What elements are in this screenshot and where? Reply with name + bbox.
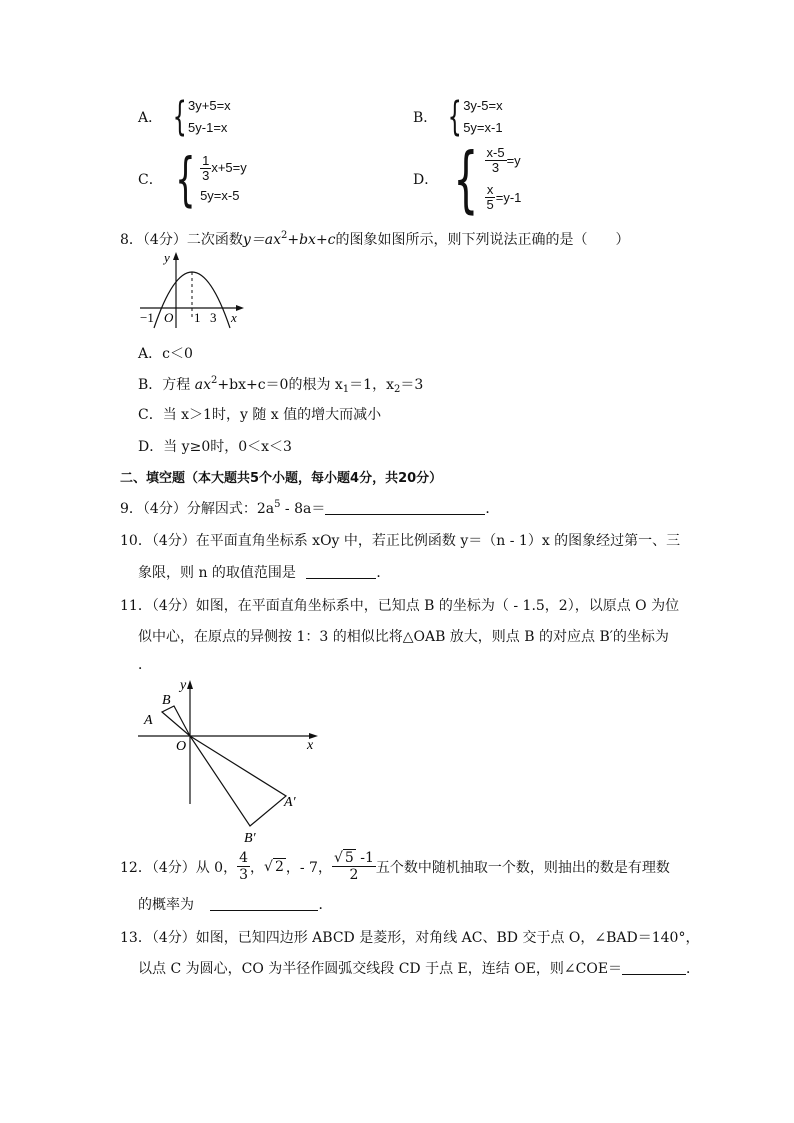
x-axis-label: x — [231, 310, 237, 325]
equation: +bx+c＝0的根为 x — [217, 377, 343, 393]
q8-option-c: C．当 x＞1时，y 随 x 值的增大而减小 — [138, 407, 382, 423]
equation: ax — [194, 377, 211, 393]
question-text: - 8a＝ — [280, 501, 326, 517]
answer-blank[interactable] — [210, 896, 318, 911]
section-title: 二、填空题（本大题共5个小题，每小题4分，共20分） — [120, 471, 443, 486]
point-b-label: B — [162, 693, 171, 708]
radicand: 5 — [344, 850, 354, 866]
radicand: 2 — [274, 858, 284, 875]
x-axis-arrow-icon — [236, 305, 244, 311]
answer-blank[interactable] — [306, 564, 376, 579]
brace-icon: { — [172, 94, 187, 140]
y-axis-arrow-icon — [173, 252, 179, 260]
origin-label: O — [176, 739, 187, 754]
q12-line1 — [120, 850, 670, 883]
option-text: B．方程 — [138, 377, 195, 393]
answer-blank[interactable] — [622, 960, 686, 975]
q7-option-a — [138, 95, 231, 139]
q8-option-b — [138, 374, 423, 395]
question-text: 12．（4分）从 0， — [120, 859, 238, 876]
equation — [485, 183, 522, 212]
fraction-denominator: 3 — [491, 160, 500, 175]
equation: 3y+5=x — [188, 98, 231, 113]
q11-similarity-graph — [138, 672, 323, 852]
triangle-oab — [162, 706, 190, 736]
tick-label: 1 — [194, 310, 201, 325]
fraction-denominator: 3 — [239, 867, 249, 883]
answer-blank[interactable] — [325, 500, 485, 515]
equation: 5y=x-1 — [463, 120, 503, 135]
function-expr: y＝ax — [242, 232, 281, 248]
point-a-prime-label: A′ — [284, 795, 296, 810]
tick-label: −1 — [140, 310, 154, 325]
sqrt-expr: √ 2 — [264, 858, 284, 875]
exponent: 2 — [280, 230, 288, 241]
y-axis-arrow-icon — [187, 680, 193, 689]
q13-line1: 13．（4分）如图，已知四边形 ABCD 是菱形，对角线 AC、BD 交于点 O，∠BAD＝140°， — [120, 930, 700, 946]
equation: ＝3 — [400, 377, 424, 393]
equation-text: =y-1 — [495, 189, 522, 205]
equation-text: x+5=y — [211, 160, 247, 175]
fraction-numerator: x-5 — [486, 145, 505, 160]
y-axis-label: y — [164, 250, 170, 265]
q10-line1: 10．（4分）在平面直角坐标系 xOy 中，若正比例函数 y＝（n - 1）x 的图象经过第一、三 — [120, 533, 681, 549]
equation — [485, 146, 522, 175]
point-a-label: A — [144, 713, 153, 728]
punctuation: ． — [686, 961, 701, 977]
q8-stem — [120, 229, 630, 249]
punctuation: ． — [485, 501, 500, 517]
question-text: ，- 7， — [285, 859, 332, 876]
subscript: 1 — [342, 384, 350, 395]
equation: 5y-1=x — [188, 120, 228, 135]
fraction — [237, 850, 250, 883]
q8-option-d: D．当 y≥0时，0＜x＜3 — [138, 439, 292, 455]
q11-line1: 11．（4分）如图，在平面直角坐标系中，已知点 B 的坐标为（ - 1.5，2），以原点 O 为位 — [120, 598, 680, 614]
fraction-denominator: 5 — [486, 197, 494, 212]
q8-parabola-graph — [136, 250, 251, 330]
question-text: 五个数中随机抽取一个数，则抽出的数是有理数 — [375, 859, 670, 876]
punctuation: ． — [318, 897, 333, 913]
option-label: C． — [138, 172, 163, 188]
exponent: 2 — [211, 375, 218, 386]
fraction-numerator: √ 5 -1 — [333, 850, 374, 866]
option-label: D． — [413, 172, 439, 188]
question-text: 以点 C 为圆心，CO 为半径作圆弧交线段 CD 于点 E，连结 OE，则∠COE＝ — [138, 961, 623, 977]
tick-label: 3 — [210, 310, 217, 325]
q7-option-b — [413, 95, 503, 139]
equation: 5y=x-5 — [200, 187, 240, 203]
origin-label: O — [164, 310, 174, 325]
question-number: 8．（4分） — [120, 232, 187, 248]
q11-line3: ． — [138, 657, 152, 673]
q11-line2: 似中心，在原点的异侧按 1：3 的相似比将△OAB 放大，则点 B 的对应点 B′的坐标为 — [138, 629, 669, 645]
equation-text: =y — [506, 152, 521, 168]
brace-icon: { — [175, 145, 196, 213]
y-axis-label: y — [180, 678, 187, 693]
fraction-numerator: 4 — [239, 850, 249, 866]
punctuation: ． — [376, 565, 391, 581]
equation — [200, 154, 247, 183]
fraction-numerator: 1 — [202, 152, 210, 168]
subscript: 2 — [393, 384, 401, 395]
equation: ＝1，x — [349, 377, 394, 393]
fraction — [332, 850, 376, 883]
stem-text: 二次函数 — [186, 232, 243, 248]
question-text: 9．（4分）分解因式：2a — [120, 501, 275, 517]
q9 — [120, 498, 499, 518]
q7-option-c — [138, 145, 247, 213]
stem-text: 的图象如图所示，则下列说法正确的是（ ） — [335, 232, 630, 248]
fraction-denominator: 2 — [349, 867, 359, 883]
fraction-denominator: 3 — [202, 167, 210, 183]
q12-line2 — [138, 894, 332, 914]
option-label: A． — [138, 110, 163, 126]
q7-option-d — [413, 137, 522, 221]
q10-line2 — [138, 562, 390, 582]
function-expr: +bx+c — [287, 232, 336, 248]
option-label: B． — [413, 110, 438, 126]
question-text: 的概率为 — [138, 897, 194, 913]
brace-icon: { — [452, 137, 479, 221]
q8-option-a: A．c＜0 — [138, 346, 193, 362]
q13-line2 — [138, 958, 700, 978]
brace-icon: { — [447, 94, 462, 140]
x-axis-label: x — [307, 738, 314, 753]
triangle-oab-prime — [190, 736, 286, 826]
equation: 3y-5=x — [463, 98, 503, 113]
exponent: 5 — [274, 499, 281, 510]
comma: ， — [250, 859, 265, 876]
fraction-numerator: x — [486, 182, 494, 197]
numerator-rest: -1 — [355, 850, 374, 866]
point-b-prime-label: B′ — [244, 831, 256, 846]
question-text: 象限，则 n 的取值范围是 — [138, 565, 296, 581]
